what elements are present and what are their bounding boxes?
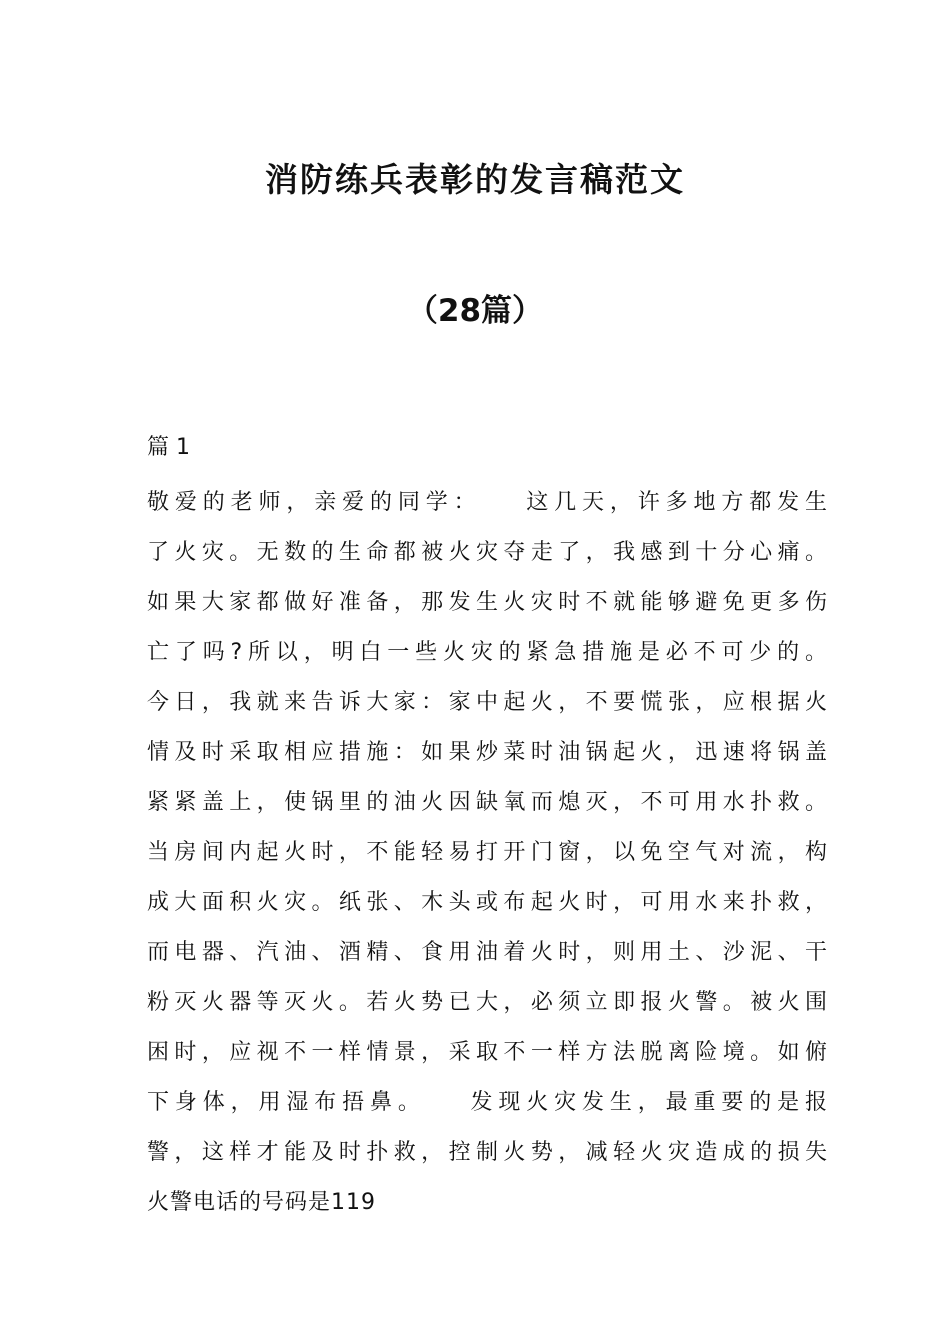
body-line: 如果大家都做好准备，那发生火灾时不就能够避免更多伤 [147,590,827,615]
document-title: 消防练兵表彰的发言稿范文 [265,160,685,199]
body-line: 警，这样才能及时扑救，控制火势，减轻火灾造成的损失 [147,1140,827,1165]
body-line: 情及时采取相应措施：如果炒菜时油锅起火，迅速将锅盖 [147,740,827,765]
body-line: 敬爱的老师，亲爱的同学： 这几天，许多地方都发生 [147,490,827,515]
document-subtitle: （28篇） [406,293,544,329]
body-line: 当房间内起火时，不能轻易打开门窗，以免空气对流，构 [147,840,827,865]
body-line: 今日，我就来告诉大家：家中起火，不要慌张，应根据火 [147,690,827,715]
body-line: 成大面积火灾。纸张、木头或布起火时，可用水来扑救， [147,890,827,915]
body-line: 困时，应视不一样情景，采取不一样方法脱离险境。如俯 [147,1040,827,1065]
body-line: 粉灭火器等灭火。若火势已大，必须立即报火警。被火围 [147,990,827,1015]
body-text [147,478,827,1228]
body-line: 而电器、汽油、酒精、食用油着火时，则用土、沙泥、干 [147,940,827,965]
body-line: 紧紧盖上，使锅里的油火因缺氧而熄灭，不可用水扑救。 [147,790,827,815]
body-line: 了火灾。无数的生命都被火灾夺走了，我感到十分心痛。 [147,540,827,565]
section-label: 篇 1 [147,435,190,460]
body-line: 下身体，用湿布捂鼻。 发现火灾发生，最重要的是报 [147,1090,827,1115]
body-line: 火警电话的号码是119 [147,1190,376,1215]
body-line: 亡了吗?所以，明白一些火灾的紧急措施是必不可少的。 [147,640,827,665]
